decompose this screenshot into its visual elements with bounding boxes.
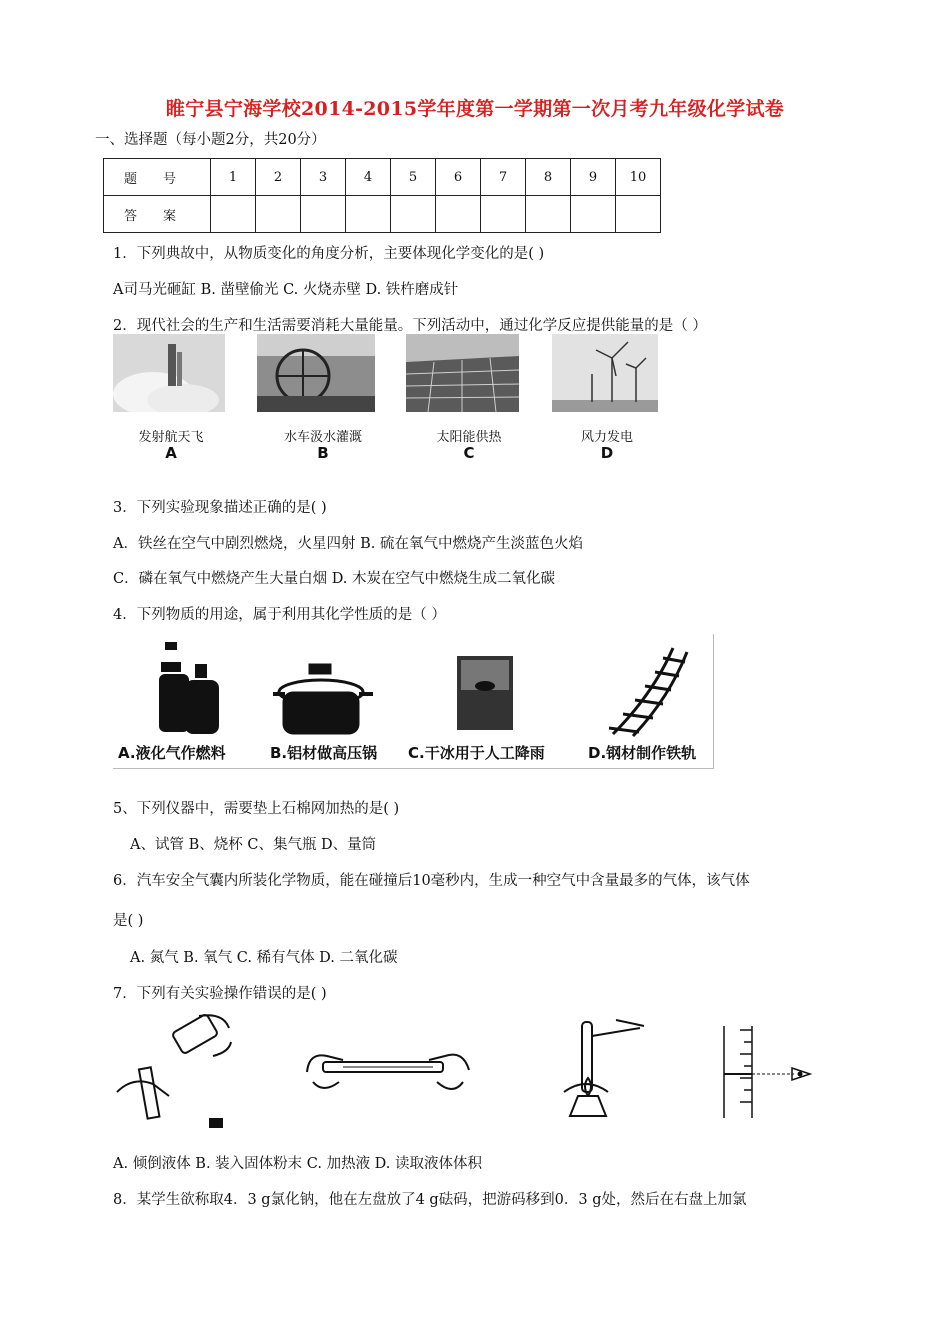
answer-cell[interactable] — [526, 196, 571, 233]
question-6-stem-cont: 是( ) — [113, 913, 144, 929]
image-caption-b: 水车汲水灌溉 — [283, 430, 362, 445]
section-heading: 一、选择题（每小题2分，共20分） — [95, 132, 326, 148]
question-5-options: A、试管 B、烧杯 C、集气瓶 D、量筒 — [130, 837, 377, 853]
image-caption-c: 太阳能供热 — [436, 430, 502, 445]
table-cell: 6 — [436, 159, 481, 196]
exam-title: 睢宁县宁海学校2014-2015学年度第一学期第一次月考九年级化学试卷 — [165, 98, 785, 120]
solar-heating-image — [406, 334, 519, 412]
table-cell: 4 — [346, 159, 391, 196]
table-cell: 3 — [301, 159, 346, 196]
table-cell: 7 — [481, 159, 526, 196]
question-3-options-ab: A．铁丝在空气中剧烈燃烧，火星四射 B. 硫在氧气中燃烧产生淡蓝色火焰 — [113, 536, 583, 552]
question-3-options-cd: C．磷在氧气中燃烧产生大量白烟 D. 木炭在空气中燃烧生成二氧化碳 — [113, 571, 556, 587]
answer-cell[interactable] — [481, 196, 526, 233]
answer-cell[interactable] — [391, 196, 436, 233]
question-6-options: A. 氮气 B. 氧气 C. 稀有气体 D. 二氧化碳 — [130, 950, 398, 966]
answer-cell[interactable] — [256, 196, 301, 233]
answer-cell[interactable] — [211, 196, 256, 233]
answer-cell[interactable] — [301, 196, 346, 233]
answer-cell[interactable] — [571, 196, 616, 233]
question-6-stem: 6．汽车安全气囊内所装化学物质，能在碰撞后10毫秒内，生成一种空气中含量最多的气体，该气体 — [113, 873, 750, 889]
q4-caption-c: C.干冰用于人工降雨 — [408, 744, 545, 762]
space-shuttle-launch-image — [113, 334, 225, 412]
question-1-options: A司马光砸缸 B. 凿壁偷光 C. 火烧赤壁 D. 铁杵磨成针 — [113, 282, 459, 298]
table-row — [104, 159, 661, 196]
waterwheel-irrigation-image — [257, 334, 375, 412]
answer-table — [103, 158, 661, 233]
option-letter-d: D — [600, 444, 614, 462]
wind-power-image — [552, 334, 658, 412]
answer-cell[interactable] — [436, 196, 481, 233]
image-caption-d: 风力发电 — [580, 430, 633, 445]
option-letter-b: B — [317, 444, 329, 462]
table-cell: 10 — [616, 159, 661, 196]
load-powder-illustration — [303, 1042, 473, 1116]
table-row — [104, 196, 661, 233]
question-5-stem: 5、下列仪器中，需要垫上石棉网加热的是( ) — [113, 801, 400, 817]
q4-caption-a: A.液化气作燃料 — [118, 744, 226, 762]
question-2-stem: 2．现代社会的生产和生活需要消耗大量能量。下列活动中，通过化学反应提供能量的是（ ） — [113, 318, 707, 334]
table-cell: 5 — [391, 159, 436, 196]
q4-caption-d: D.钢材制作铁轨 — [588, 744, 697, 762]
table-cell: 9 — [571, 159, 616, 196]
question-1-stem: 1．下列典故中，从物质变化的角度分析，主要体现化学变化的是( ) — [113, 246, 545, 262]
question-3-stem: 3．下列实验现象描述正确的是( ) — [113, 500, 327, 516]
question-7-stem: 7．下列有关实验操作错误的是( ) — [113, 986, 327, 1002]
option-letter-c: C — [463, 444, 475, 462]
question-8-stem: 8．某学生欲称取4．3 g氯化钠，他在左盘放了4 g砝码，把游码移到0．3 g处，然后在右盘上加氯 — [113, 1192, 747, 1208]
question-4-stem: 4．下列物质的用途，属于利用其化学性质的是（ ） — [113, 607, 446, 623]
option-letter-a: A — [165, 444, 177, 462]
read-volume-illustration — [716, 1022, 816, 1126]
table-cell: 2 — [256, 159, 301, 196]
image-caption-a: 发射航天飞 — [138, 430, 204, 445]
answer-cell[interactable] — [346, 196, 391, 233]
q4-caption-b: B.铝材做高压锅 — [270, 744, 378, 762]
question-7-options: A. 倾倒液体 B. 装入固体粉末 C. 加热液 D. 读取液体体积 — [113, 1156, 483, 1172]
row-label-answer: 答案 — [104, 196, 211, 233]
table-cell: 8 — [526, 159, 571, 196]
row-label-number: 题号 — [104, 159, 211, 196]
table-cell: 1 — [211, 159, 256, 196]
answer-cell[interactable] — [616, 196, 661, 233]
heat-liquid-illustration — [556, 1016, 656, 1132]
pour-liquid-illustration — [113, 1012, 243, 1136]
